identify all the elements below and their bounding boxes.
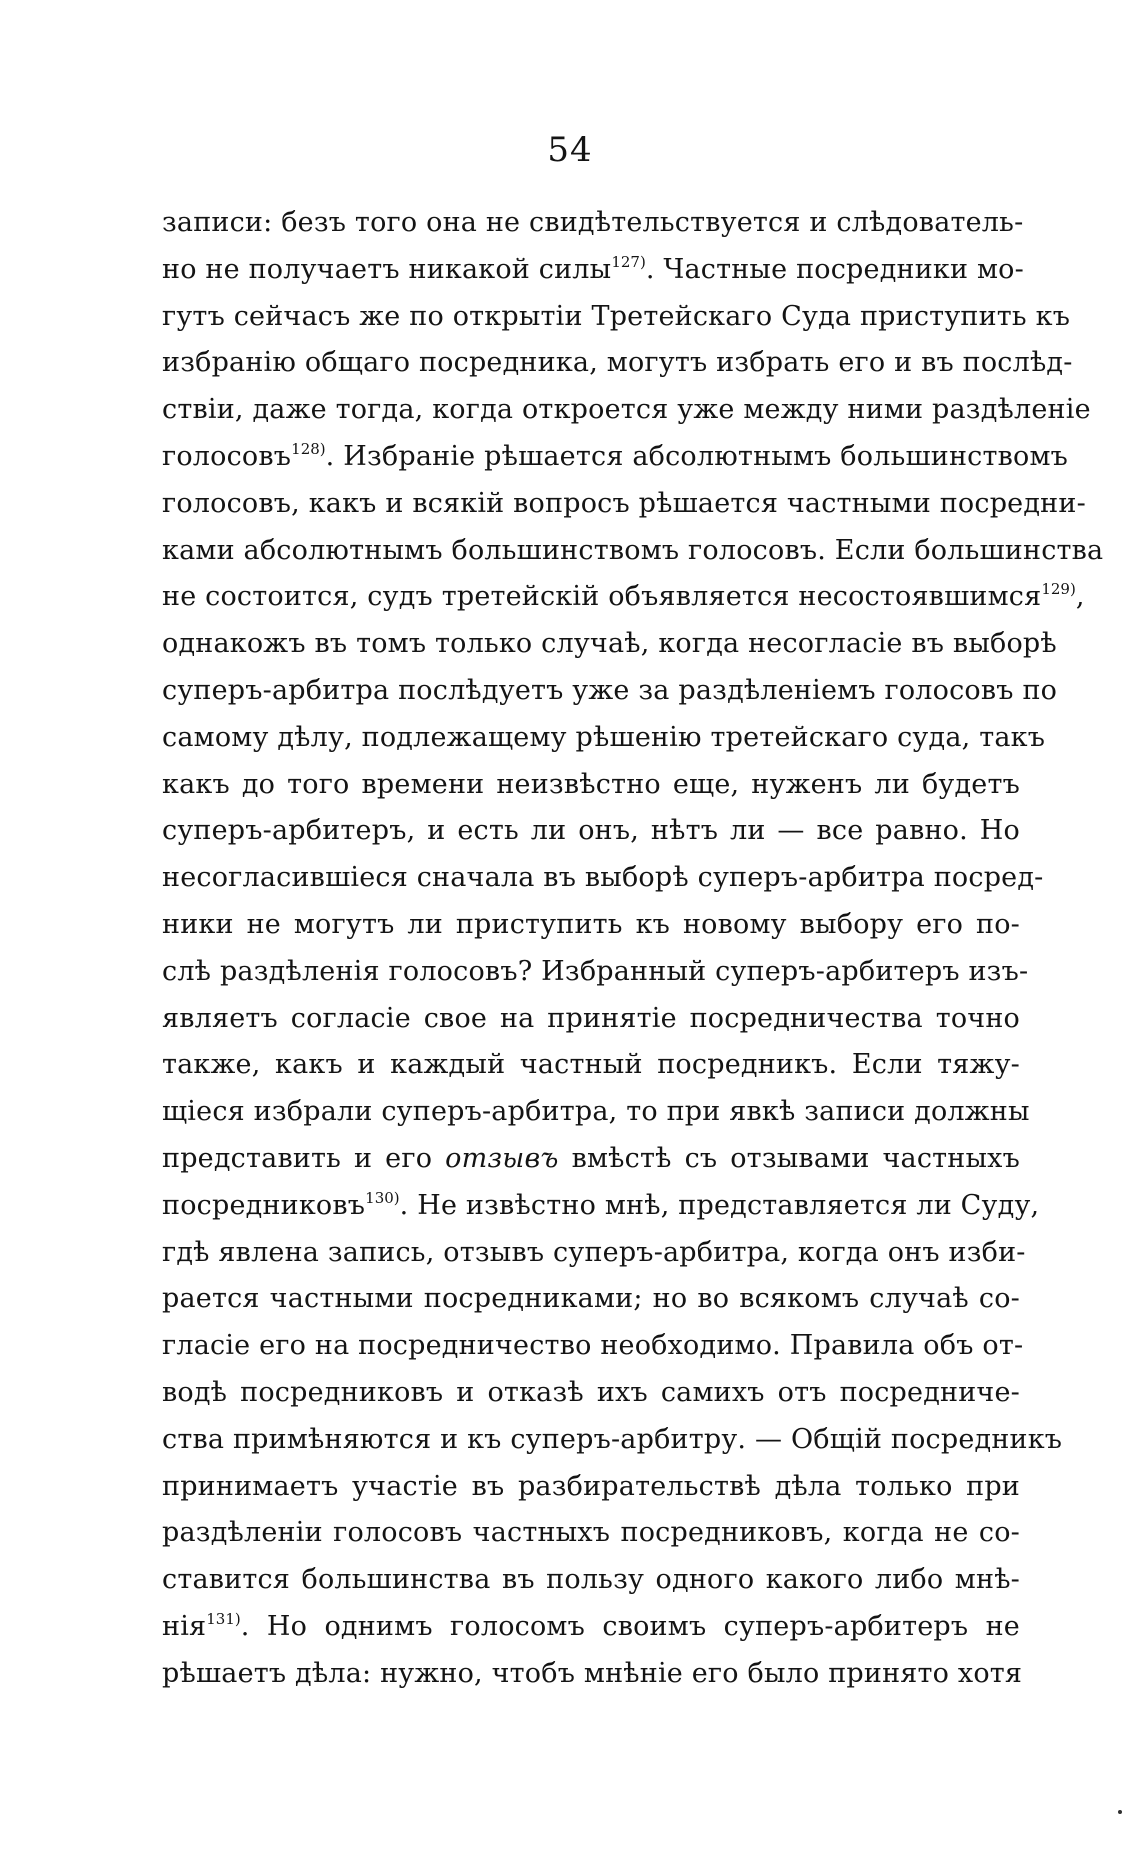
text-line	[162, 247, 1024, 294]
body-text	[162, 200, 1104, 1698]
text-line	[162, 1042, 1020, 1089]
text-line	[162, 481, 1086, 528]
text-line	[162, 715, 1046, 762]
text-line	[162, 996, 1020, 1043]
line-text: голосовъ, какъ и всякій вопросъ рѣшается частными посредни-	[162, 487, 1086, 519]
line-text: раздѣленіи голосовъ частныхъ посредниковъ, когда не со-	[162, 1517, 1020, 1549]
text-line	[162, 949, 1029, 996]
text-line	[162, 762, 1020, 809]
line-text: ствіи, даже тогда, когда откроется уже между ними раздѣленіе	[162, 394, 1091, 426]
line-text: нія	[162, 1610, 207, 1642]
line-text: суперъ-арбитра послѣдуетъ уже за раздѣленіемъ голосовъ по	[162, 674, 1058, 706]
text-line	[162, 1651, 1023, 1698]
footnote-ref: 129)	[1041, 580, 1076, 599]
line-text-tail: . Частные посредники мо-	[645, 253, 1024, 285]
line-text: ники не могутъ ли приступить къ новому выбору его по-	[162, 908, 1020, 940]
page-number: 54	[547, 130, 593, 170]
line-text: также, какъ и каждый частный посредникъ. Если тяжу-	[162, 1049, 1020, 1081]
text-line	[162, 1417, 1063, 1464]
line-text: голосовъ	[162, 440, 292, 472]
line-text: представить и его	[162, 1142, 446, 1174]
text-line	[162, 1370, 1020, 1417]
line-text: однакожъ въ томъ только случаѣ, когда несогласіе въ выборѣ	[162, 628, 1057, 660]
line-text-tail: вмѣстѣ съ отзывами частныхъ	[558, 1142, 1020, 1174]
text-line	[162, 340, 1073, 387]
footnote-ref: 128)	[291, 439, 326, 458]
text-line	[162, 200, 1024, 247]
text-line	[162, 668, 1058, 715]
text-line	[162, 1276, 1020, 1323]
line-text: ства примѣняются и къ суперъ-арбитру. — Общій посредникъ	[162, 1423, 1063, 1455]
text-line	[162, 574, 1085, 621]
text-line	[162, 1230, 1026, 1277]
line-text-tail: . Не извѣстно мнѣ, представляется ли Суду,	[399, 1189, 1040, 1221]
line-text: принимаетъ участіе въ разбирательствѣ дѣла только при	[162, 1470, 1020, 1502]
line-text: гласіе его на посредничество необходимо. Правила объ от-	[162, 1330, 1024, 1362]
scan-speck	[1118, 1810, 1122, 1814]
line-text: несогласившіеся сначала въ выборѣ суперъ-арбитра посред-	[162, 862, 1044, 894]
text-line	[162, 855, 1044, 902]
line-text: рѣшаетъ дѣла: нужно, чтобъ мнѣніе его было принято хотя	[162, 1657, 1023, 1689]
text-line	[162, 387, 1091, 434]
line-text: не состоится, судъ третейскій объявляется несостоявшимся	[162, 581, 1042, 613]
line-text-tail: . Избраніе рѣшается абсолютнымъ большинствомъ	[325, 440, 1069, 472]
line-text: ками абсолютнымъ большинствомъ голосовъ. Если большинства	[162, 534, 1104, 566]
line-text: ставится большинства въ пользу одного какого либо мнѣ-	[162, 1564, 1020, 1596]
line-text-tail: ,	[1075, 581, 1085, 613]
footnote-ref: 130)	[365, 1188, 400, 1207]
text-line	[162, 1089, 1030, 1136]
text-line	[162, 528, 1104, 575]
text-line	[162, 1323, 1024, 1370]
line-text: водѣ посредниковъ и отказѣ ихъ самихъ отъ посредниче-	[162, 1376, 1020, 1408]
line-text: записи: безъ того она не свидѣтельствуется и слѣдователь-	[162, 207, 1024, 238]
line-text: рается частными посредниками; но во всякомъ случаѣ со-	[162, 1283, 1020, 1315]
text-line	[162, 1136, 1020, 1183]
line-text: избранію общаго посредника, могутъ избрать его и въ послѣд-	[162, 347, 1073, 379]
line-text: являетъ согласіе свое на принятіе посредничества точно	[162, 1002, 1020, 1034]
text-line	[162, 1464, 1020, 1511]
line-text-tail: . Но однимъ голосомъ своимъ суперъ-арбитеръ не	[240, 1610, 1020, 1642]
text-line	[162, 1557, 1020, 1604]
line-text: самому дѣлу, подлежащему рѣшенію третейскаго суда, такъ	[162, 721, 1046, 753]
italic-word: отзывъ	[445, 1142, 559, 1174]
text-line	[162, 434, 1069, 481]
line-text: какъ до того времени неизвѣстно еще, нуженъ ли будетъ	[162, 768, 1020, 800]
text-line	[162, 621, 1057, 668]
line-text: суперъ-арбитеръ, и есть ли онъ, нѣтъ ли — все равно. Но	[162, 815, 1020, 847]
text-line	[162, 1183, 1040, 1230]
line-text: но не получаетъ никакой силы	[162, 253, 612, 285]
footnote-ref: 127)	[611, 252, 646, 271]
footnote-ref: 131)	[206, 1609, 241, 1628]
text-line	[162, 1604, 1020, 1651]
line-text: посредниковъ	[162, 1189, 366, 1221]
line-text: гутъ сейчасъ же по открытіи Третейскаго Суда приступить къ	[162, 300, 1071, 332]
line-text: слѣ раздѣленія голосовъ? Избранный суперъ-арбитеръ изъ-	[162, 955, 1029, 987]
line-text: гдѣ явлена запись, отзывъ суперъ-арбитра, когда онъ изби-	[162, 1236, 1026, 1268]
line-text: щіеся избрали суперъ-арбитра, то при явкѣ записи должны	[162, 1096, 1030, 1128]
text-line	[162, 294, 1071, 341]
text-line	[162, 902, 1020, 949]
text-line	[162, 808, 1020, 855]
text-line	[162, 1510, 1020, 1557]
